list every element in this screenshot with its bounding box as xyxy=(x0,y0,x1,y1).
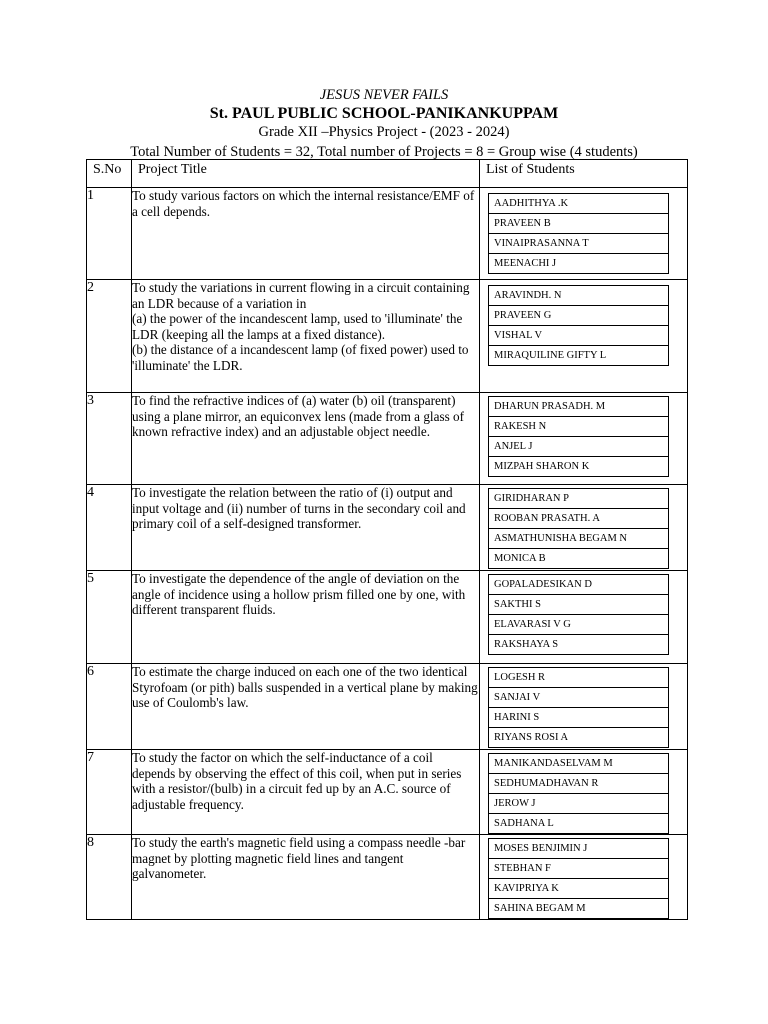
project-title: To study the variations in current flowing in a circuit containing an LDR because of a variation in (a) the power of the incandescent lamp, used to 'illuminate' the LDR (keeping all the lamps at a fixed distance). (b) the distance of a incandescent lamp (of fixed power) used to 'illuminate' the LDR. xyxy=(132,280,480,393)
student-list xyxy=(488,667,669,748)
project-sno: 2 xyxy=(87,280,132,393)
project-row xyxy=(87,393,688,485)
student-name: VISHAL V xyxy=(489,326,669,346)
student-name: GIRIDHARAN P xyxy=(489,489,669,509)
student-list xyxy=(488,193,669,274)
project-sno: 8 xyxy=(87,835,132,920)
student-row xyxy=(489,754,669,774)
student-row xyxy=(489,595,669,615)
student-row xyxy=(489,549,669,569)
student-list xyxy=(488,396,669,477)
projects-table-body xyxy=(87,188,688,920)
student-list-cell xyxy=(480,664,688,750)
project-title: To estimate the charge induced on each one of the two identical Styrofoam (or pith) balls suspended in a vertical plane by making use of Coulomb's law. xyxy=(132,664,480,750)
project-sno: 6 xyxy=(87,664,132,750)
student-name: KAVIPRIYA K xyxy=(489,879,669,899)
project-title: To study the factor on which the self-inductance of a coil depends by observing the effect of this coil, when put in series with a resistor/(bulb) in a circuit fed up by an A.C. source of adjustable frequency. xyxy=(132,750,480,835)
student-name: SADHANA L xyxy=(489,814,669,834)
student-row xyxy=(489,839,669,859)
student-row xyxy=(489,234,669,254)
project-row xyxy=(87,835,688,920)
student-row xyxy=(489,509,669,529)
student-name: MANIKANDASELVAM M xyxy=(489,754,669,774)
student-row xyxy=(489,214,669,234)
column-header-sno: S.No xyxy=(87,160,132,188)
student-name: MEENACHI J xyxy=(489,254,669,274)
project-sno: 7 xyxy=(87,750,132,835)
student-row xyxy=(489,879,669,899)
student-row xyxy=(489,437,669,457)
student-row xyxy=(489,814,669,834)
project-row xyxy=(87,485,688,571)
student-row xyxy=(489,306,669,326)
student-name: SANJAI V xyxy=(489,688,669,708)
student-list xyxy=(488,488,669,569)
student-name: GOPALADESIKAN D xyxy=(489,575,669,595)
project-row xyxy=(87,750,688,835)
student-row xyxy=(489,794,669,814)
student-row xyxy=(489,575,669,595)
student-row xyxy=(489,194,669,214)
student-list-cell xyxy=(480,571,688,664)
student-name: AADHITHYA .K xyxy=(489,194,669,214)
student-name: RAKSHAYA S xyxy=(489,635,669,655)
column-header-students: List of Students xyxy=(480,160,688,188)
student-name: MIZPAH SHARON K xyxy=(489,457,669,477)
student-list xyxy=(488,753,669,834)
student-row xyxy=(489,417,669,437)
student-list xyxy=(488,574,669,655)
project-title: To study the earth's magnetic field using a compass needle -bar magnet by plotting magnetic field lines and tangent galvanometer. xyxy=(132,835,480,920)
student-row xyxy=(489,286,669,306)
student-row xyxy=(489,326,669,346)
student-name: PRAVEEN G xyxy=(489,306,669,326)
project-row xyxy=(87,664,688,750)
student-row xyxy=(489,397,669,417)
student-name: SAHINA BEGAM M xyxy=(489,899,669,919)
school-name: St. PAUL PUBLIC SCHOOL-PANIKANKUPPAM xyxy=(209,105,559,122)
project-row xyxy=(87,280,688,393)
student-row xyxy=(489,635,669,655)
student-name: SEDHUMADHAVAN R xyxy=(489,774,669,794)
student-list-cell xyxy=(480,393,688,485)
student-row xyxy=(489,688,669,708)
student-list xyxy=(488,285,669,366)
student-name: DHARUN PRASADH. M xyxy=(489,397,669,417)
student-name: MIRAQUILINE GIFTY L xyxy=(489,346,669,366)
student-name: SAKTHI S xyxy=(489,595,669,615)
student-name: RAKESH N xyxy=(489,417,669,437)
student-name: HARINI S xyxy=(489,708,669,728)
student-name: PRAVEEN B xyxy=(489,214,669,234)
project-summary: Total Number of Students = 32, Total number of Projects = 8 = Group wise (4 students) xyxy=(130,144,638,160)
student-row xyxy=(489,728,669,748)
student-name: ANJEL J xyxy=(489,437,669,457)
student-name: ASMATHUNISHA BEGAM N xyxy=(489,529,669,549)
student-row xyxy=(489,346,669,366)
table-header-row xyxy=(87,160,688,188)
student-row xyxy=(489,529,669,549)
student-name: JEROW J xyxy=(489,794,669,814)
student-name: ARAVINDH. N xyxy=(489,286,669,306)
projects-table xyxy=(86,159,688,920)
project-sno: 3 xyxy=(87,393,132,485)
student-list-cell xyxy=(480,188,688,280)
student-list-cell xyxy=(480,835,688,920)
student-name: MOSES BENJIMIN J xyxy=(489,839,669,859)
project-row xyxy=(87,571,688,664)
student-name: RIYANS ROSI A xyxy=(489,728,669,748)
student-list-cell xyxy=(480,280,688,393)
project-title: To study various factors on which the internal resistance/EMF of a cell depends. xyxy=(132,188,480,280)
project-title: To investigate the relation between the ratio of (i) output and input voltage and (ii) number of turns in the secondary coil and primary coil of a self-designed transformer. xyxy=(132,485,480,571)
student-row xyxy=(489,899,669,919)
school-motto: JESUS NEVER FAILS xyxy=(319,87,449,103)
student-list-cell xyxy=(480,750,688,835)
grade-project-line: Grade XII –Physics Project - (2023 - 2024) xyxy=(258,124,510,140)
column-header-title: Project Title xyxy=(132,160,480,188)
student-row xyxy=(489,254,669,274)
student-name: STEBHAN F xyxy=(489,859,669,879)
student-name: ROOBAN PRASATH. A xyxy=(489,509,669,529)
student-name: ELAVARASI V G xyxy=(489,615,669,635)
student-row xyxy=(489,457,669,477)
project-title: To find the refractive indices of (a) water (b) oil (transparent) using a plane mirror, an equiconvex lens (made from a glass of known refractive index) and an adjustable object needle. xyxy=(132,393,480,485)
student-name: MONICA B xyxy=(489,549,669,569)
document-header xyxy=(0,86,768,161)
student-name: VINAIPRASANNA T xyxy=(489,234,669,254)
project-title: To investigate the dependence of the angle of deviation on the angle of incidence using a hollow prism filled one by one, with different transparent fluids. xyxy=(132,571,480,664)
student-row xyxy=(489,774,669,794)
project-row xyxy=(87,188,688,280)
student-row xyxy=(489,615,669,635)
student-row xyxy=(489,859,669,879)
student-row xyxy=(489,489,669,509)
student-list-cell xyxy=(480,485,688,571)
student-row xyxy=(489,708,669,728)
student-row xyxy=(489,668,669,688)
project-sno: 4 xyxy=(87,485,132,571)
student-list xyxy=(488,838,669,919)
project-sno: 5 xyxy=(87,571,132,664)
project-sno: 1 xyxy=(87,188,132,280)
student-name: LOGESH R xyxy=(489,668,669,688)
